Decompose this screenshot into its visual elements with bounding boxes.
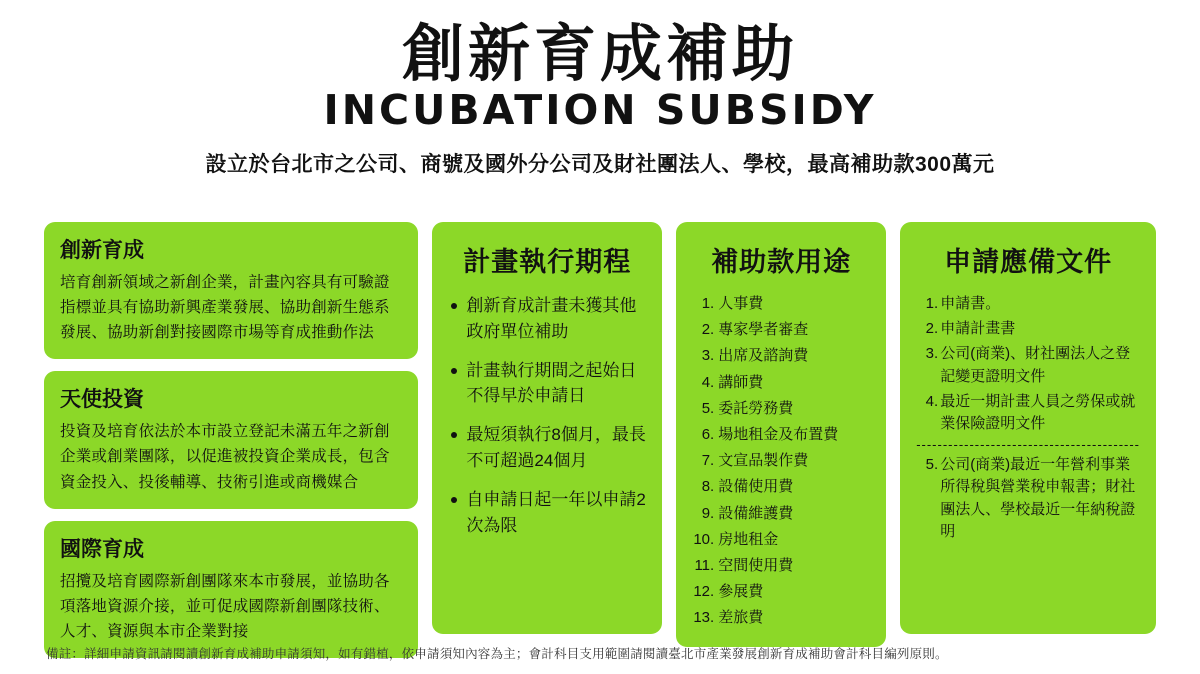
card-heading: 補助款用途 bbox=[711, 247, 852, 277]
list-item: 參展費 bbox=[718, 583, 764, 601]
page-title-english: INCUBATION SUBSIDY bbox=[323, 86, 877, 135]
dashed-separator: ------------------------------------------ bbox=[916, 438, 1141, 452]
page-title-chinese: 創新育成補助 bbox=[401, 20, 798, 89]
list-item: 計畫執行期間之起始日不得早於申請日 bbox=[466, 358, 646, 410]
column-programs bbox=[44, 222, 418, 658]
card-international-incubation bbox=[44, 521, 418, 658]
list-item: 公司(商業)、財社團法人之登記變更證明文件 bbox=[940, 345, 1131, 385]
list-item: 申請計畫書 bbox=[940, 320, 1016, 338]
content-columns bbox=[44, 222, 1156, 658]
footer-note: 備註：詳細申請資訊請閱讀創新育成補助申請須知，如有錯植，依申請須知內容為主；會計科目支用範圍請閱讀臺北市產業發展創新育成補助會計科目編列原則。 bbox=[46, 647, 948, 661]
list-item: 專家學者審查 bbox=[718, 321, 809, 339]
list-item: 場地租金及布置費 bbox=[718, 425, 839, 443]
list-item: 最短須執行8個月，最長不可超過24個月 bbox=[466, 422, 646, 474]
card-project-schedule bbox=[432, 222, 662, 634]
list-item: 文宣品製作費 bbox=[718, 452, 809, 470]
card-angel-investment bbox=[44, 371, 418, 508]
card-required-documents bbox=[900, 222, 1156, 634]
subsidy-usage-list bbox=[692, 293, 870, 629]
list-item: 最近一期計畫人員之勞保或就業保險證明文件 bbox=[940, 392, 1136, 432]
list-item: 講師費 bbox=[718, 373, 764, 391]
poster-header bbox=[0, 0, 1200, 178]
list-item: 出席及諮詢費 bbox=[718, 347, 809, 365]
documents-list bbox=[916, 293, 1140, 543]
list-item: 公司(商業)最近一年營利事業所得稅與營業稅申報書；財社團法人、學校最近一年納稅證明 bbox=[940, 456, 1136, 540]
column-subsidy-usage bbox=[676, 222, 886, 647]
list-divider bbox=[916, 438, 1140, 450]
card-innovation-incubation bbox=[44, 222, 418, 359]
card-heading: 國際育成 bbox=[60, 537, 144, 561]
card-heading: 計畫執行期程 bbox=[463, 247, 632, 277]
list-item: 人事費 bbox=[718, 295, 764, 312]
list-item: 房地租金 bbox=[718, 530, 779, 548]
list-item: 設備使用費 bbox=[718, 478, 794, 496]
card-body: 招攬及培育國際新創團隊來本市發展，並協助各項落地資源介接，並可促成國際新創團隊技術、人才、資源與本市企業對接 bbox=[60, 572, 390, 640]
card-body: 投資及培育依法於本市設立登記未滿五年之新創企業或創業團隊，以促進被投資企業成長，包含資金投入、投後輔導、技術引進或商機媒合 bbox=[60, 423, 390, 491]
column-required-documents bbox=[900, 222, 1156, 634]
list-item: 委託勞務費 bbox=[718, 399, 794, 417]
schedule-list bbox=[448, 293, 646, 539]
card-heading: 申請應備文件 bbox=[944, 247, 1113, 277]
list-item: 申請書。 bbox=[940, 295, 1001, 312]
card-subsidy-usage bbox=[676, 222, 886, 647]
column-schedule bbox=[432, 222, 662, 634]
card-heading: 天使投資 bbox=[60, 388, 144, 412]
page-subtitle: 設立於台北市之公司、商號及國外分公司及財社團法人、學校，最高補助款300萬元 bbox=[205, 153, 995, 177]
card-body: 培育創新領域之新創企業，計畫內容具有可驗證指標並具有協助新興產業發展、協助創新生態系發展、協助新創對接國際市場等育成推動作法 bbox=[60, 274, 390, 342]
list-item: 差旅費 bbox=[718, 609, 764, 627]
card-heading: 創新育成 bbox=[60, 239, 144, 262]
list-item: 自申請日起一年以申請2次為限 bbox=[466, 487, 646, 539]
list-item: 空間使用費 bbox=[718, 556, 794, 574]
list-item: 創新育成計畫未獲其他政府單位補助 bbox=[466, 293, 646, 345]
list-item: 設備維護費 bbox=[718, 504, 794, 522]
